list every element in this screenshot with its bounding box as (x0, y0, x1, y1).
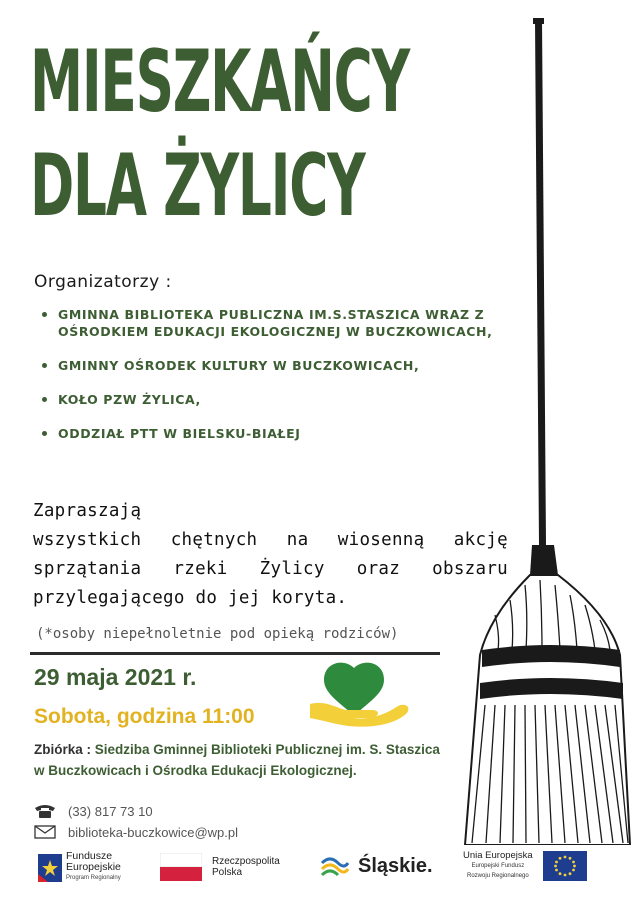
guardian-note: (*osoby niepełnoletnie pod opieką rodziców) (36, 626, 399, 642)
eu-flag-icon (543, 851, 587, 881)
rp-line-2: Polska (212, 867, 243, 878)
organizers-list (42, 306, 512, 459)
poster-title (30, 30, 409, 238)
envelope-icon (34, 824, 56, 840)
meeting-point (34, 739, 454, 781)
phone-icon (34, 803, 56, 819)
fe-subtitle: Program Regionalny (66, 875, 121, 881)
heart-hand-icon (306, 660, 416, 728)
ue-sub-2: Rozwoju Regionalnego (467, 873, 529, 879)
slaskie-text: Śląskie. (358, 854, 433, 877)
slaskie-wave-icon (320, 853, 350, 879)
ue-line-1: Unia Europejska (463, 850, 533, 861)
invitation-line: wszystkich chętnych na wiosenną akcję (33, 530, 508, 550)
unia-europejska-logo (463, 851, 587, 881)
organizers-label: Organizatorzy : (34, 272, 172, 292)
email-address: biblioteka-buczkowice@wp.pl (68, 824, 238, 840)
invitation-line: przylegającego do jej koryta. (33, 588, 348, 608)
event-date: 29 maja 2021 r. (34, 664, 197, 690)
slaskie-logo (320, 853, 433, 879)
organizer-item: KOŁO PZW ŻYLICA, (42, 391, 512, 408)
ue-sub-1: Europejski Fundusz (471, 863, 525, 869)
title-line-2: DLA ŻYLICY (30, 136, 365, 236)
invitation-line: sprzątania rzeki Żylicy oraz obszaru (33, 559, 508, 579)
invitation-line: Zapraszają (33, 501, 142, 521)
phone-number: (33) 817 73 10 (68, 803, 153, 819)
meeting-place: Siedziba Gminnej Biblioteki Publicznej im. S. Staszica w Buczkowicach i Ośrodka Edukacji Ekologicznej. (34, 742, 440, 778)
organizer-item: ODDZIAŁ PTT W BIELSKU-BIAŁEJ (42, 425, 512, 442)
rzeczpospolita-logo (160, 853, 280, 881)
meeting-label: Zbiórka : (34, 742, 92, 757)
event-time: Sobota, godzina 11:00 (34, 705, 255, 728)
fe-line-2: Europejskie (66, 861, 121, 873)
phone-contact (34, 803, 153, 819)
organizer-item: GMINNA BIBLIOTEKA PUBLICZNA IM.S.STASZICA WRAZ Z OŚRODKIEM EDUKACJI EKOLOGICZNEJ W BUCZKOWICACH, (42, 306, 512, 340)
polish-flag-icon (160, 853, 202, 881)
invitation-text (33, 497, 508, 613)
sponsor-logos (0, 845, 640, 905)
email-contact (34, 824, 238, 840)
title-line-1: MIESZKAŃCY (30, 32, 409, 132)
rp-line-1: Rzeczpospolita (212, 856, 280, 867)
fe-star-icon (38, 854, 62, 882)
fe-line-1: Fundusze (66, 850, 113, 862)
organizer-item: GMINNY OŚRODEK KULTURY W BUCZKOWICACH, (42, 357, 512, 374)
fundusze-europejskie-logo (38, 851, 121, 884)
divider (30, 652, 440, 655)
